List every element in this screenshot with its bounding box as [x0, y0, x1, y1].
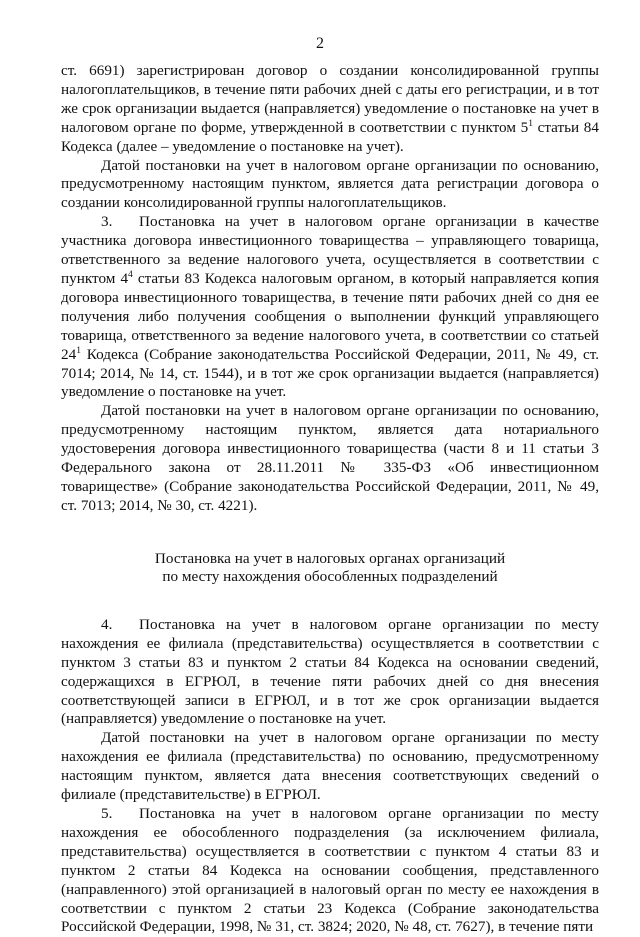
paragraph-4: Датой постановки на учет в налоговом органе организации по основанию, предусмотренному настоящим пунктом, является дата нотариального удостоверения договора инвестиционного товарищества (части 8 и 11 статьи 3 Федерального закона от 28.11.2011 № 335-ФЗ «Об инвестиционном товариществе» (Собрание законодательства Российской Федерации, 2011, № 49, ст. 7013; 2014, № 30, ст. 4221).	[61, 402, 599, 514]
section-heading-line-1: Постановка на учет в налоговых органах организаций	[154, 549, 506, 567]
superscript: 4	[128, 269, 133, 280]
paragraph-2: Датой постановки на учет в налоговом органе организации по основанию, предусмотренному настоящим пунктом, является дата регистрации договора о создании консолидированной группы налогоплательщиков.	[61, 156, 599, 212]
page-number: 2	[316, 35, 324, 52]
paragraph-item-3: 3. Постановка на учет в налоговом органе организации в качестве участника договора инвестиционного товарищества – управляющего товарища, ответственного за ведение налогового учета, осуществляется в соответствии с пунктом $4^4$ статьи 83 Кодекса налоговым органом, в который направляется копия договора инвестиционного товарищества, в течение пяти рабочих дней со дня ее получения либо получения сообщения о выполнении функций управляющего товарища, ответственного за ведение налогового учета, в соответствии со статьей $24^1$ Кодекса (Собрание законодательства Российской Федерации, 2011, № 49, ст. 7014; 2014, № 14, ст. 1544), и в тот же срок организации выдается (направляется) уведомление о постановке на учет.	[61, 213, 599, 401]
paragraph-1-continuation: ст. 6691) зарегистрирован договор о создании консолидированной группы налогоплательщиков, в течение пяти рабочих дней с даты его регистрации, и в тот же срок организации выдается (направляется) уведомление о постановке на учет в налоговом органе по форме, утвержденной в соответствии с пунктом $5^1$ статьи 84 Кодекса (далее – уведомление о постановке на учет).	[61, 62, 599, 155]
section-heading-line-2: по месту нахождения обособленных подразделений	[162, 568, 498, 586]
superscript: 1	[528, 118, 533, 129]
item-number: 4.	[101, 615, 113, 633]
item-number: 5.	[101, 805, 113, 822]
item-number: 3.	[101, 213, 113, 231]
paragraph-item-4: 4. Постановка на учет в налоговом органе организации по месту нахождения ее филиала (представительства) осуществляется в соответствии с пунктом 3 статьи 83 и пунктом 2 статьи 84 Кодекса на основании сведений, содержащихся в ЕГРЮЛ, в течение пяти рабочих дней со дня внесения соответствующей записи в ЕГРЮЛ, и в тот же срок организации выдается (направляется) уведомление о постановке на учет.	[61, 615, 599, 728]
document-body	[61, 62, 599, 937]
superscript: 1	[76, 345, 81, 356]
paragraph-6: Датой постановки на учет в налоговом органе организации по месту нахождения ее филиала (представительства) по основанию, предусмотренному настоящим пунктом, является дата внесения соответствующих сведений о филиале (представительстве) в ЕГРЮЛ.	[61, 729, 599, 804]
paragraph-item-5: 5. Постановка на учет в налоговом органе организации по месту нахождения ее обособленного подразделения (за исключением филиала, представительства) осуществляется в соответствии с пунктом 4 статьи 83 и пунктом 2 статьи 84 Кодекса на основании сообщения, представленного (направленного) этой организацией в налоговый орган по месту ее нахождения в соответствии с пунктом 2 статьи 23 Кодекса (Собрание законодательства Российской Федерации, 1998, № 31, ст. 3824; 2020, № 48, ст. 7627), в течение пяти	[61, 805, 599, 936]
section-heading	[61, 550, 599, 587]
